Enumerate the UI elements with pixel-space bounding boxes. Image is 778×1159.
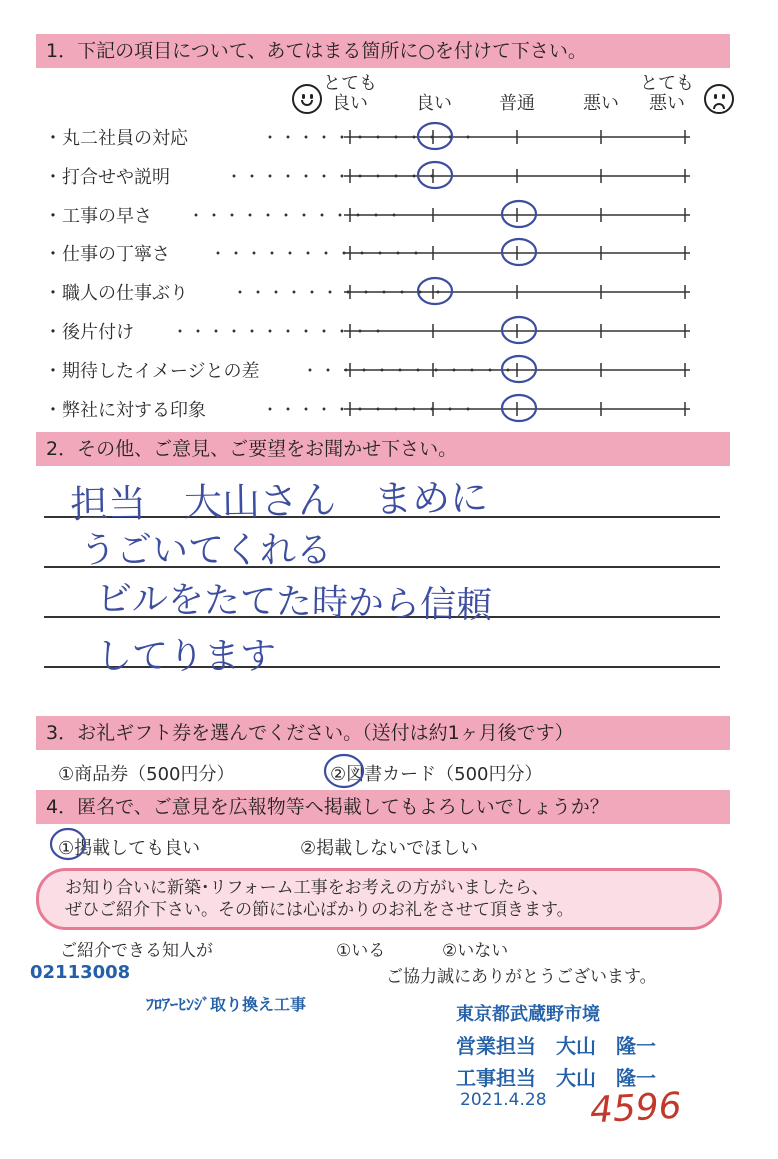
dotted-leader: ・・・・・・・・・・・・ (226, 167, 443, 186)
dotted-leader: ・・・・・・・・・・・・ (262, 128, 479, 147)
notice-line-2: ぜひご紹介下さい。その節には心ばかりのお礼をさせて頂きます。 (65, 900, 574, 920)
selection-circle-q3 (322, 752, 368, 792)
referral-option-yes[interactable]: ①いる (336, 941, 386, 961)
referral-notice (36, 868, 722, 930)
selection-circle (502, 317, 536, 343)
survey-code: 02113008 (30, 962, 131, 983)
scale-good (394, 94, 474, 114)
rating-item-label: ・弊社に対する印象 (44, 400, 206, 421)
scale-normal (477, 94, 557, 114)
section-2-header: 2．その他、ご意見、ご要望をお聞かせ下さい。 (36, 432, 730, 466)
selection-circle (502, 239, 536, 265)
construction-representative: 工事担当 大山 隆一 (456, 1066, 656, 1090)
section-4-header: 4．匿名で、ご意見を広報物等へ掲載してもよろしいでしょうか？ (36, 790, 730, 824)
sales-representative: 営業担当 大山 隆一 (456, 1034, 656, 1058)
section-1-header: 1．下記の項目について、あてはまる箇所に○を付けて下さい。 (36, 34, 730, 68)
scale-very-good (310, 74, 390, 114)
scale-normal-label: 普通 (499, 93, 535, 114)
selection-circle (502, 395, 536, 421)
customer-location: 東京都武蔵野市境 (456, 1004, 600, 1025)
work-type: ﾌﾛｱｰﾋﾝｼﾞ取り換え工事 (146, 995, 307, 1014)
publish-option-1[interactable]: ①掲載しても良い (58, 838, 201, 859)
gift-option-2[interactable]: ②図書カード（500円分） (330, 764, 543, 785)
selection-circle (502, 201, 536, 227)
handwritten-answer-line-1: 担当 大山さん まめに (69, 475, 489, 527)
gift-option-1[interactable]: ①商品券（500円分） (58, 764, 235, 785)
handwritten-answer-line-3: ビルをたてた時から信頼 (95, 578, 493, 627)
dotted-leader: ・・・・・・・・・・・・ (188, 206, 405, 225)
scale-bad-label: 悪い (583, 93, 619, 114)
rating-item-label: ・丸二社員の対応 (44, 128, 188, 149)
dotted-leader: ・・・・・・・・・・・・ (262, 400, 479, 419)
dotted-leader: ・・・・・・・・・・・・ (302, 361, 519, 380)
thanks-message: ご協力誠にありがとうございます。 (386, 967, 657, 987)
handwritten-answer-line-2: うごいてくれる (80, 530, 333, 571)
referral-label: ご紹介できる知人が (60, 941, 213, 961)
scale-good-label: 良い (416, 93, 452, 114)
rating-item-label: ・仕事の丁寧さ (44, 244, 170, 265)
dotted-leader: ・・・・・・・・・・・・ (172, 322, 389, 341)
handwritten-answer-line-4: してります (96, 636, 277, 677)
scale-very-good-bottom: 良い (332, 93, 368, 114)
section-3-header: 3．お礼ギフト券を選んでください。（送付は約1ヶ月後です） (36, 716, 730, 750)
selection-circle-q4 (48, 826, 90, 864)
scale-very-good-top: とても (323, 73, 377, 94)
rating-scale-line[interactable] (0, 316, 778, 346)
publish-option-2[interactable]: ②掲載しないでほしい (300, 838, 479, 859)
rating-item-label: ・打合せや説明 (44, 167, 170, 188)
dotted-leader: ・・・・・・・・・・・・ (210, 244, 427, 263)
dotted-leader: ・・・・・・・・・・・・ (232, 283, 449, 302)
notice-line-1: お知り合いに新築･リフォーム工事をお考えの方がいましたら、 (65, 878, 549, 898)
rating-item-label: ・期待したイメージとの差 (44, 361, 260, 382)
rating-item-label: ・工事の早さ (44, 206, 152, 227)
scale-very-bad-bottom: 悪い (649, 93, 685, 114)
scale-very-bad-top: とても (640, 73, 694, 94)
referral-option-no[interactable]: ②いない (442, 941, 509, 961)
rating-item-label: ・職人の仕事ぶり (44, 283, 188, 304)
sad-face-icon (704, 84, 734, 114)
rating-item-label: ・後片付け (44, 322, 134, 343)
survey-date: 2021.4.28 (460, 1090, 547, 1110)
scale-very-bad (627, 74, 707, 114)
handwritten-number: 4596 (588, 1085, 683, 1132)
